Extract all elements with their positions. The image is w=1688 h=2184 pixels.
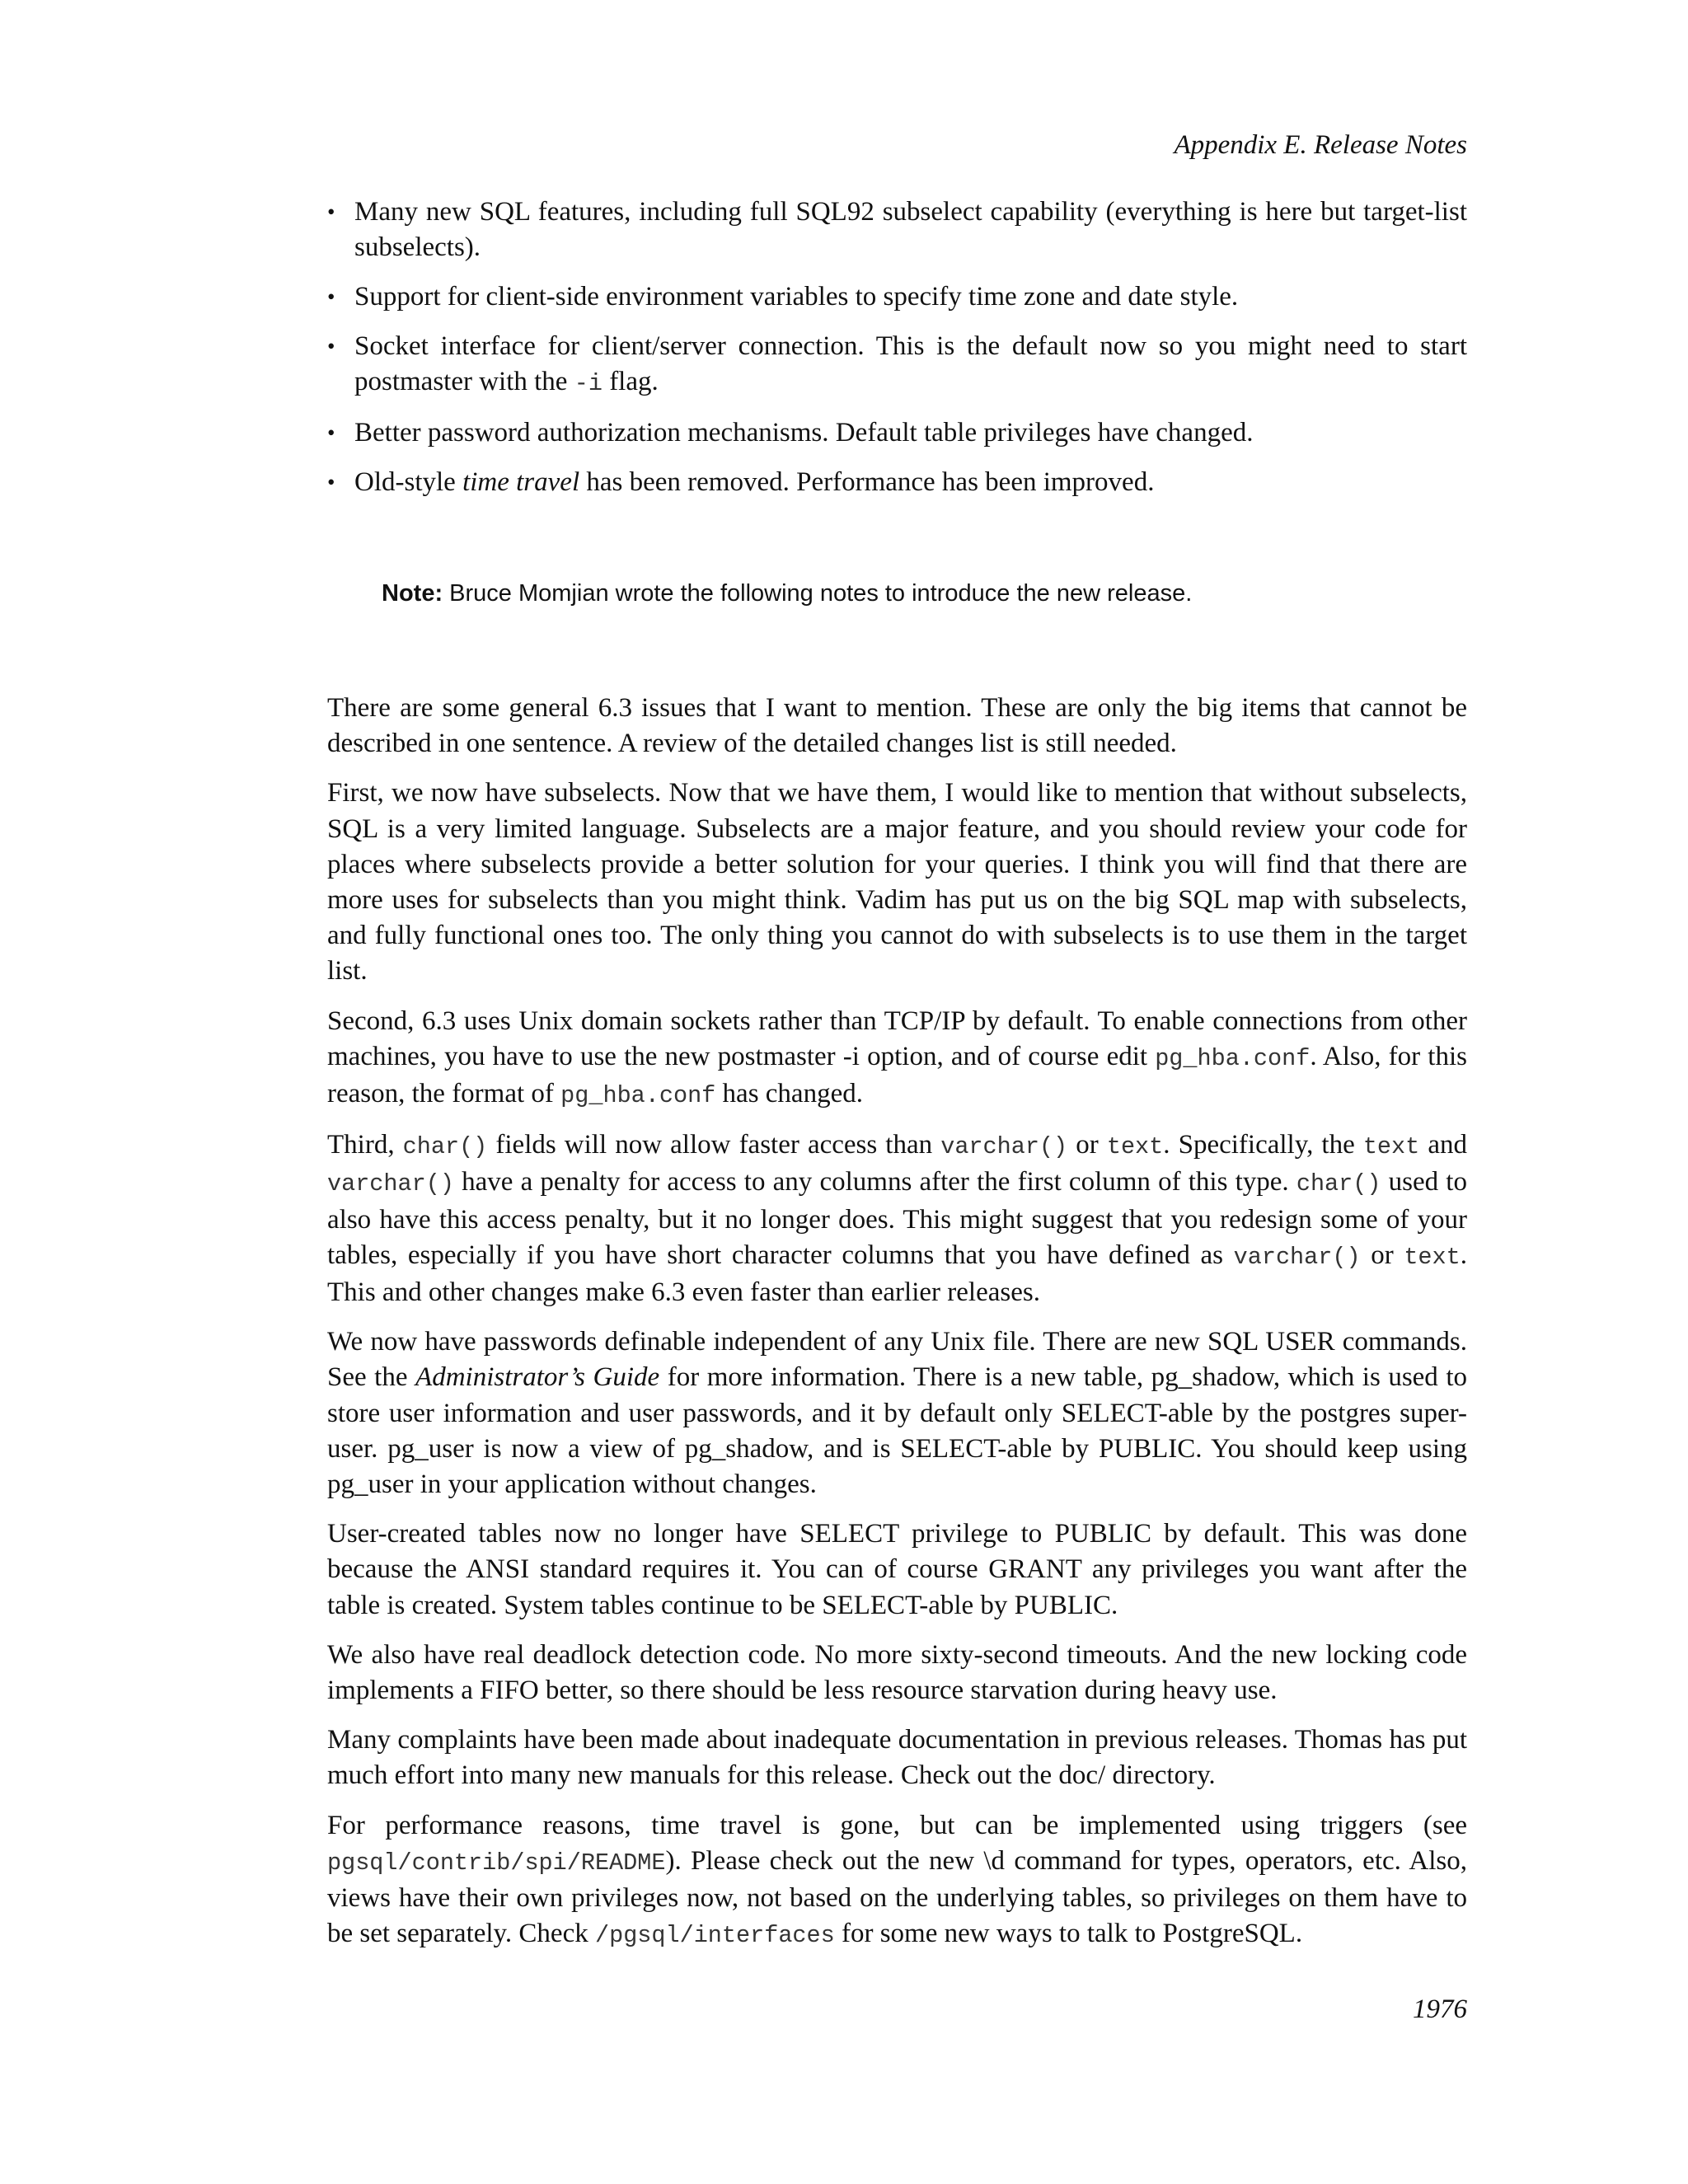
bullet-icon: • <box>327 199 335 224</box>
paragraph: We also have real deadlock detection code. No more sixty-second timeouts. And the new locking code implements a FIFO better, so there should be less resource starvation during heavy use. <box>327 1639 1467 1706</box>
code-type: char() <box>402 1133 488 1161</box>
code-filename: pg_hba.conf <box>560 1082 716 1110</box>
note-label: Note: <box>382 580 443 607</box>
paragraph: Second, 6.3 uses Unix domain sockets rather than TCP/IP by default. To enable connections from other machines, you have to use the new postmaster -i option, and of course edit pg_hba.conf. Also, for this reason, the format of pg_hba.conf has changed. <box>327 1005 1467 1110</box>
code-type: text <box>1362 1133 1420 1161</box>
list-item: • Old-style time travel has been removed. Performance has been improved. <box>327 465 1467 500</box>
emphasis: time travel <box>462 467 580 497</box>
code-flag: -i <box>574 370 603 397</box>
code-type: varchar() <box>940 1133 1068 1161</box>
paragraph: User-created tables now no longer have SELECT privilege to PUBLIC by default. This was done because the ANSI standard requires it. You can of course GRANT any privileges you want after the table is created. System tables continue to be SELECT-able by PUBLIC. <box>327 1519 1467 1620</box>
paragraph: Many complaints have been made about inadequate documentation in previous releases. Thomas has put much effort into many new manuals for this release. Check out the doc/ directory. <box>327 1725 1467 1791</box>
page-number: 1976 <box>1413 1994 1467 2024</box>
code-path: /pgsql/interfaces <box>594 1922 835 1950</box>
list-item: • Socket interface for client/server connection. This is the default now so you might need to start postmaster with the -i flag. <box>327 329 1467 401</box>
bullet-icon: • <box>327 470 335 494</box>
paragraph: We now have passwords definable independent of any Unix file. There are new SQL USER commands. See the Administrator’s Guide for more information. There is a new table, pg_shadow, which is used to store user information and user passwords, and it by default only SELECT-able by the postgres super-user. pg_user is now a view of pg_shadow, and is SELECT-able by PUBLIC. You should keep using pg_user in your application without changes. <box>327 1327 1468 1500</box>
code-filename: pg_hba.conf <box>1155 1044 1311 1072</box>
running-head: Appendix E. Release Notes <box>1174 130 1467 160</box>
list-item: • Better password authorization mechanisms. Default table privileges have changed. <box>327 415 1467 451</box>
list-item: • Support for client-side environment variables to specify time zone and date style. <box>327 279 1467 315</box>
body-text <box>327 691 1467 1968</box>
bullet-icon: • <box>327 420 335 445</box>
code-type: char() <box>1296 1170 1381 1198</box>
paragraph: First, we now have subselects. Now that we have them, I would like to mention that without subselects, SQL is a very limited language. Subselects are a major feature, and you should review your code for places where subselects provide a better solution for your queries. I think you will find that there are more uses for subselects than you might think. Vadim has put us on the big SQL map with subselects, and fully functional ones too. The only thing you cannot do with subselects is to use them in the target list. <box>327 778 1467 987</box>
note-box <box>382 577 1470 610</box>
list-item: • Many new SQL features, including full SQL92 subselect capability (everything is here but target-list subselects). <box>327 194 1467 265</box>
bullet-icon: • <box>327 284 335 309</box>
note-text: Bruce Momjian wrote the following notes to introduce the new release. <box>449 580 1193 607</box>
bullet-icon: • <box>327 334 335 359</box>
paragraph: Third, char() fields will now allow faster access than varchar() or text. Specifically, the text and varchar() have a penalty for access to any columns after the first column of this type. char() used to also have this access penalty, but it no longer does. This might suggest that you redesign some of your tables, especially if you have short character columns that you have defined as varchar() or text. This and other changes make 6.3 even faster than earlier releases. <box>327 1130 1467 1308</box>
paragraph: There are some general 6.3 issues that I want to mention. These are only the big items that cannot be described in one sentence. A review of the detailed changes list is still needed. <box>327 693 1467 759</box>
paragraph: For performance reasons, time travel is gone, but can be implemented using triggers (see pgsql/contrib/spi/README). Please check out the new \d command for types, operators, etc. Also, views have their own privileges now, not based on the underlying tables, so privileges on them have to be set separately. Check /pgsql/interfaces for some new ways to talk to PostgreSQL. <box>327 1810 1467 1950</box>
code-type: varchar() <box>1233 1243 1361 1271</box>
code-path: pgsql/contrib/spi/README <box>327 1849 666 1877</box>
code-type: text <box>1106 1133 1164 1161</box>
code-type: text <box>1404 1243 1461 1271</box>
book-title: Administrator’s Guide <box>415 1362 660 1393</box>
feature-list <box>327 194 1467 514</box>
code-type: varchar() <box>327 1170 454 1198</box>
